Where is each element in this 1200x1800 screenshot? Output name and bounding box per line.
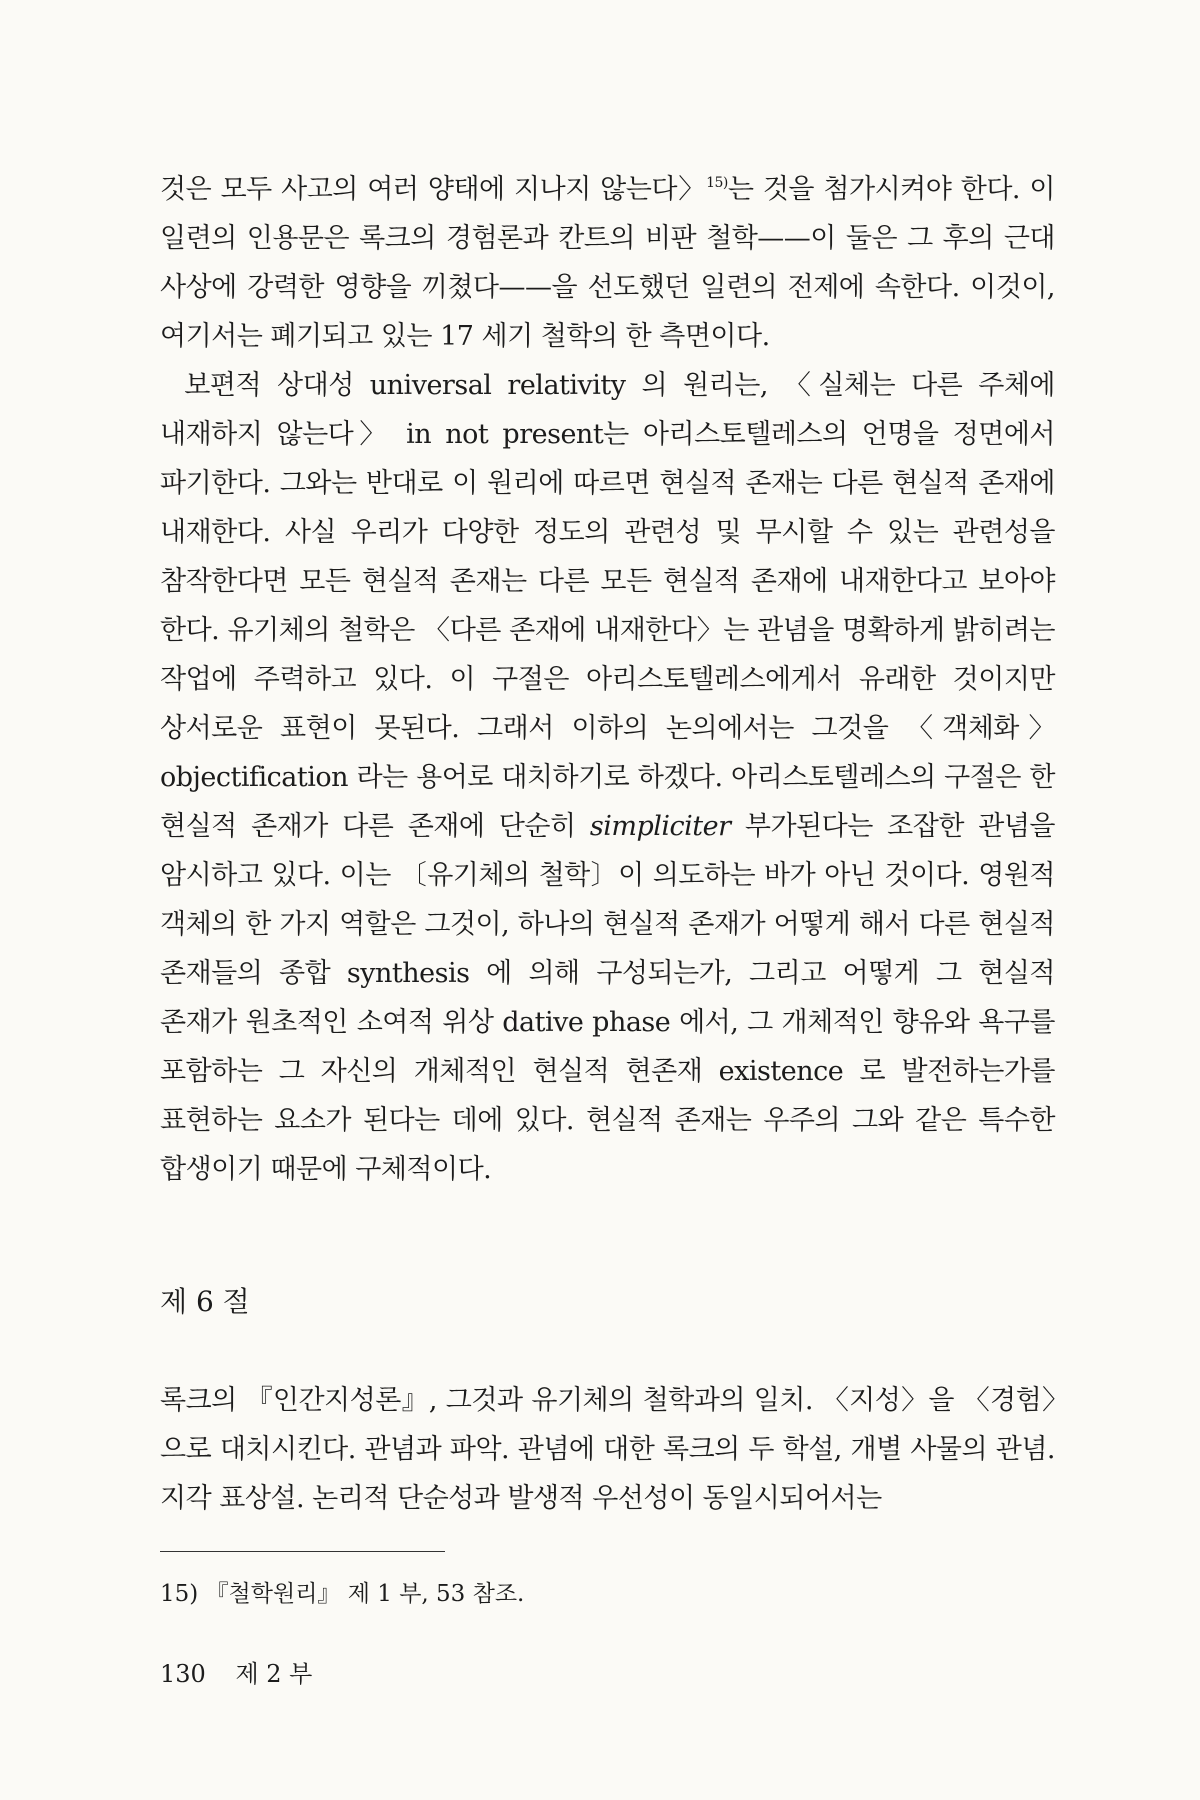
- page-footer: [160, 1656, 1055, 1692]
- body-paragraph: [160, 165, 1055, 361]
- text-run: 것은 모두 사고의 여러 양태에 지나지 않는다〉: [160, 174, 707, 205]
- footnote-divider: [160, 1551, 445, 1552]
- body-paragraph: [160, 361, 1055, 1194]
- section-heading: 제 6 절: [160, 1285, 250, 1318]
- footnote: 15) 『철학원리』 제 1 부, 53 참조.: [160, 1581, 525, 1607]
- page-number: 130: [160, 1660, 206, 1688]
- page-content: [160, 165, 1055, 1692]
- footnote-reference: 15): [706, 175, 728, 191]
- part-label: 제 2 부: [235, 1660, 313, 1688]
- section-summary: 록크의 『인간지성론』, 그것과 유기체의 철학과의 일치. 〈지성〉을 〈경험〉으로 대치시킨다. 관념과 파악. 관념에 대한 록크의 두 학설, 개별 사물의 관념. 지각 표상설. 논리적 단순성과 발생적 우선성이 동일시되어서는: [160, 1385, 1055, 1514]
- text-run: 는 것을 첨가시켜야 한다. 이 일련의 인용문은 록크의 경험론과 칸트의 비판 철학——이 둘은 그 후의 근대 사상에 강력한 영향을 끼쳤다——을 선도했던 일련의 전제에 속한다. 이것이, 여기서는 폐기되고 있는 17 세기 철학의 한 측면이다.: [160, 174, 1055, 352]
- body-text: [160, 165, 1055, 1194]
- italic-term: simpliciter: [589, 811, 731, 842]
- text-run: 보편적 상대성 universal relativity 의 원리는, 〈실체는 다른 주체에 내재하지 않는다〉 in not present는 아리스토텔레스의 언명을 정면에서 파기한다. 그와는 반대로 이 원리에 따르면 현실적 존재는 다른 현실적 존재에 내재한다. 사실 우리가 다양한 정도의 관련성 및 무시할 수 있는 관련성을 참작한다면 모든 현실적 존재는 다른 모든 현실적 존재에 내재한다고 보아야 한다. 유기체의 철학은 〈다른 존재에 내재한다〉는 관념을 명확하게 밝히려는 작업에 주력하고 있다. 이 구절은 아리스토텔레스에게서 유래한 것이지만 상서로운 표현이 못된다. 그래서 이하의 논의에서는 그것을 〈객체화〉 objectification 라는 용어로 대치하기로 하겠다. 아리스토텔레스의 구절은 한 현실적 존재가 다른 존재에 단순히: [160, 370, 1055, 842]
- text-run: 부가된다는 조잡한 관념을 암시하고 있다. 이는 〔유기체의 철학〕이 의도하는 바가 아닌 것이다. 영원적 객체의 한 가지 역할은 그것이, 하나의 현실적 존재가 어떻게 해서 다른 현실적 존재들의 종합 synthesis 에 의해 구성되는가, 그리고 어떻게 그 현실적 존재가 원초적인 소여적 위상 dative phase 에서, 그 개체적인 향유와 욕구를 포함하는 그 자신의 개체적인 현실적 현존재 existence 로 발전하는가를 표현하는 요소가 된다는 데에 있다. 현실적 존재는 우주의 그와 같은 특수한 합생이기 때문에 구체적이다.: [160, 811, 1055, 1185]
